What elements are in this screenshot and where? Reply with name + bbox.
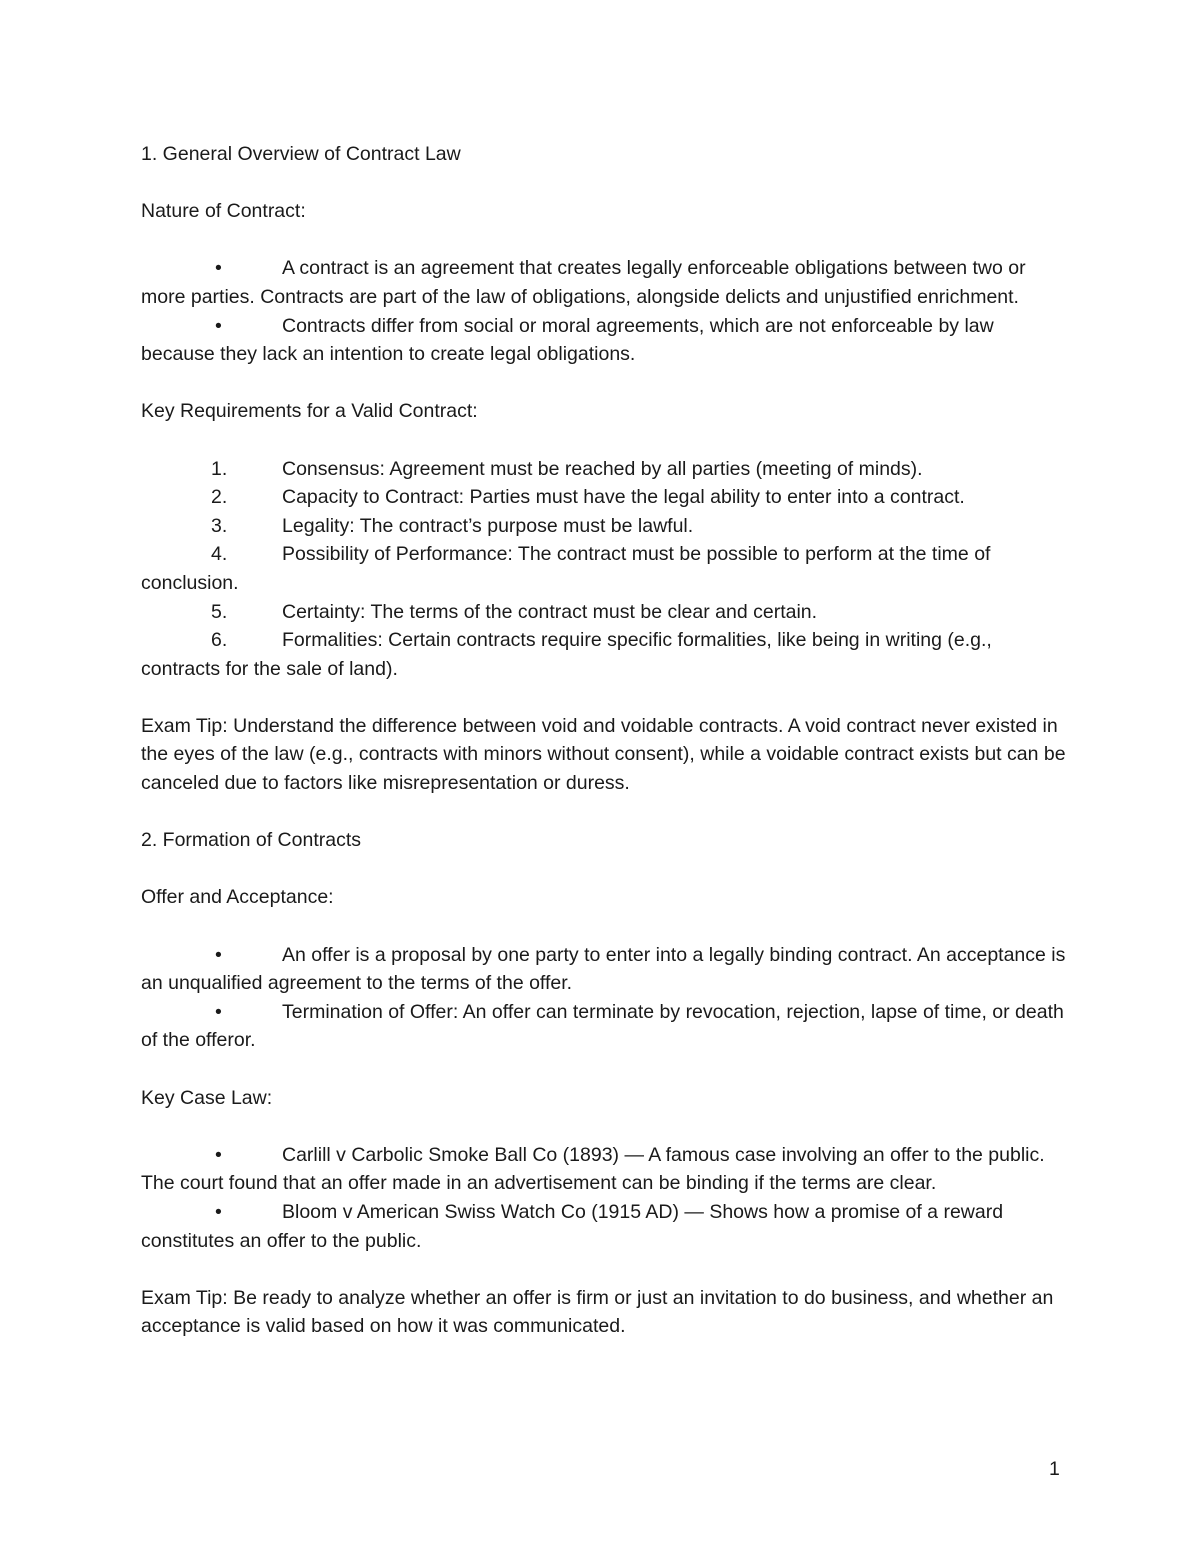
list-item-text: Termination of Offer: An offer can terminate by revocation, rejection, lapse of time, or death of the offeror. [141, 1000, 1064, 1052]
nature-of-contract-title: Nature of Contract: [141, 200, 306, 223]
bullet-marker: • [215, 1000, 222, 1023]
list-item [141, 254, 1071, 311]
list-item [141, 1141, 1071, 1198]
spacer [141, 369, 1071, 398]
spacer [141, 226, 1071, 255]
list-item [141, 598, 1071, 627]
spacer [141, 855, 1071, 884]
document-page [141, 140, 1071, 1341]
list-item-text: Bloom v American Swiss Watch Co (1915 AD) — Shows how a promise of a reward constitutes an offer to the public. [141, 1200, 1004, 1252]
spacer [141, 426, 1071, 455]
spacer [141, 1255, 1071, 1284]
list-item-text: An offer is a proposal by one party to enter into a legally binding contract. An acceptance is an unqualified agreement to the terms of the offer. [141, 943, 1066, 995]
key-case-law-title: Key Case Law: [141, 1086, 273, 1109]
list-item [141, 998, 1071, 1055]
list-item [141, 512, 1071, 541]
page-number: 1 [1049, 1458, 1060, 1480]
number-marker: 5. [211, 600, 228, 623]
list-item [141, 626, 1071, 683]
bullet-marker: • [215, 1143, 222, 1166]
list-item [141, 483, 1071, 512]
bullet-marker: • [215, 257, 222, 280]
list-item [141, 1198, 1071, 1255]
list-item-text: Certainty: The terms of the contract must be clear and certain. [282, 600, 818, 623]
list-item-text: Possibility of Performance: The contract must be possible to perform at the time of conclusion. [141, 543, 991, 594]
list-item-text: A contract is an agreement that creates legally enforceable obligations between two or more parties. Contracts are part of the law of obligations, alongside delicts and unjustified enrichment. [141, 257, 1026, 308]
number-marker: 4. [211, 543, 228, 566]
list-item [141, 540, 1071, 597]
section-2-heading: 2. Formation of Contracts [141, 829, 362, 852]
number-marker: 6. [211, 629, 228, 652]
list-item [141, 455, 1071, 484]
exam-tip-2: Exam Tip: Be ready to analyze whether an offer is firm or just an invitation to do business, and whether an acceptance is valid based on how it was communicated. [141, 1286, 1054, 1338]
list-item-text: Carlill v Carbolic Smoke Ball Co (1893) — A famous case involving an offer to the public. The court found that an offer made in an advertisement can be binding if the terms are clear. [141, 1143, 1045, 1195]
exam-tip-1: Exam Tip: Understand the difference between void and voidable contracts. A void contract never existed in the eyes of the law (e.g., contracts with minors without consent), while a voidable contract exists but can be canceled due to factors like misrepresentation or duress. [141, 714, 1066, 795]
spacer [141, 1112, 1071, 1141]
spacer [141, 1055, 1071, 1084]
list-item-text: Capacity to Contract: Parties must have the legal ability to enter into a contract. [282, 486, 965, 509]
offer-acceptance-title: Offer and Acceptance: [141, 886, 334, 909]
number-marker: 1. [211, 457, 228, 480]
number-marker: 2. [211, 486, 228, 509]
bullet-marker: • [215, 943, 222, 966]
spacer [141, 683, 1071, 712]
list-item [141, 941, 1071, 998]
list-item [141, 312, 1071, 369]
list-item-text: Consensus: Agreement must be reached by all parties (meeting of minds). [282, 457, 923, 480]
key-requirements-title: Key Requirements for a Valid Contract: [141, 400, 478, 423]
section-1-heading: 1. General Overview of Contract Law [141, 143, 461, 165]
list-item-text: Legality: The contract’s purpose must be lawful. [282, 514, 694, 537]
list-item-text: Contracts differ from social or moral agreements, which are not enforceable by law because they lack an intention to create legal obligations. [141, 314, 994, 366]
spacer [141, 169, 1071, 198]
list-item-text: Formalities: Certain contracts require specific formalities, like being in writing (e.g., contracts for the sale of land). [141, 629, 992, 680]
spacer [141, 912, 1071, 941]
bullet-marker: • [215, 314, 222, 337]
spacer [141, 798, 1071, 827]
bullet-marker: • [215, 1200, 222, 1223]
number-marker: 3. [211, 514, 228, 537]
